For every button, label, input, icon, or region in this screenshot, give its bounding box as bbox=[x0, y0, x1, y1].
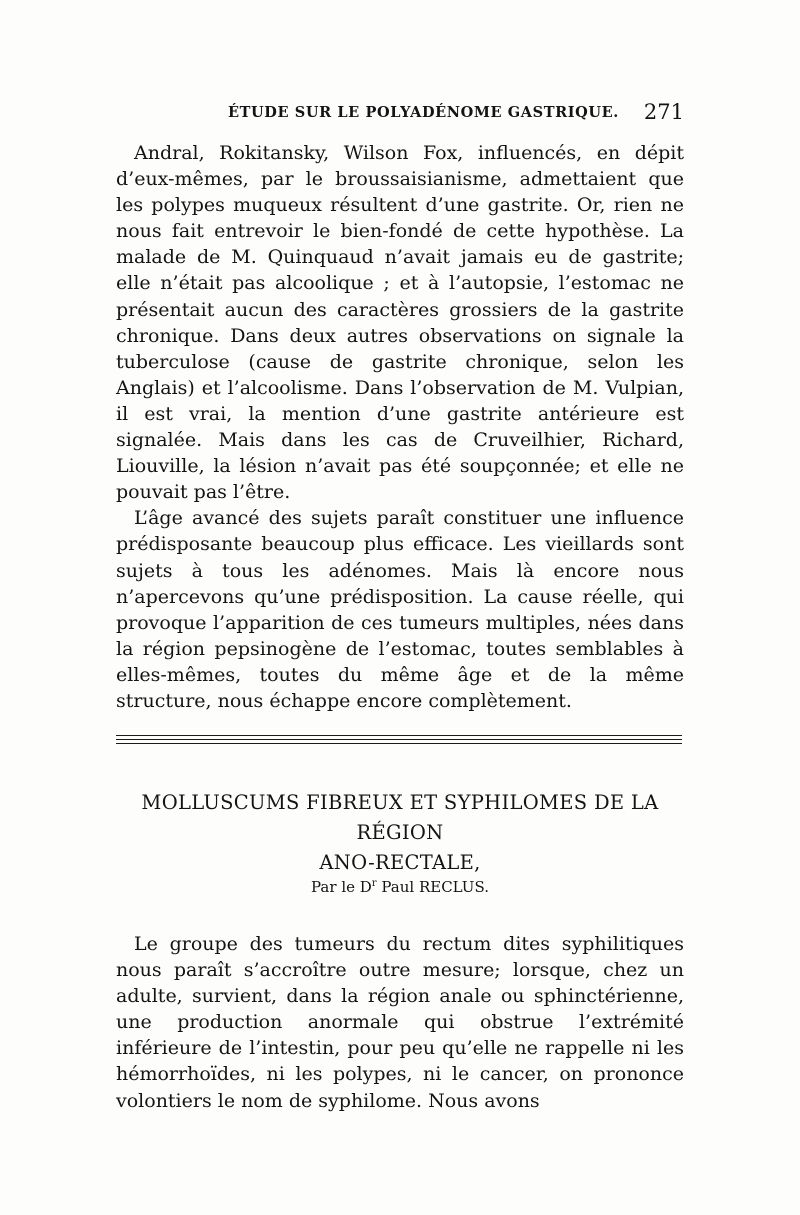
article-continuation bbox=[116, 140, 684, 714]
byline-author: Paul RECLUS. bbox=[381, 878, 489, 896]
article-body bbox=[116, 931, 684, 1114]
byline-superscript: r bbox=[371, 878, 377, 889]
paragraph: Le groupe des tumeurs du rectum dites syphilitiques nous paraît s’accroître outre mesure; lorsque, chez un adulte, survient, dans la région anale ou sphinctérienne, une production anormale qui obstrue l’extrémité inférieure de l’intestin, pour peu qu’elle ne rappelle ni les hémorrhoïdes, ni les polypes, ni le cancer, on prononce volontiers le nom de syphilome. Nous avons bbox=[116, 933, 684, 1112]
article-byline bbox=[116, 873, 684, 898]
paragraph: Andral, Rokitansky, Wilson Fox, influencés, en dépit d’eux-mêmes, par le broussaisianisme, admettaient que les polypes muqueux résultent d’une gastrite. Or, rien ne nous fait entrevoir le bien-fondé de cette hypothèse. La malade de M. Quinquaud n’avait jamais eu de gastrite; elle n’était pas alcoolique ; et à l’autopsie, l’estomac ne présentait aucun des caractères grossiers de la gastrite chronique. Dans deux autres observations on signale la tuberculose (cause de gastrite chronique, selon les Anglais) et l’alcoolisme. Dans l’observation de M. Vulpian, il est vrai, la mention d’une gastrite antérieure est signalée. Mais dans les cas de Cruveilhier, Richard, Liouville, la lésion n’avait pas été soupçonnée; et elle ne pouvait pas l’être. bbox=[116, 142, 684, 504]
running-title: ÉTUDE SUR LE POLYADÉNOME GASTRIQUE. bbox=[228, 104, 619, 121]
divider-rule bbox=[116, 743, 682, 744]
section-divider bbox=[116, 735, 682, 747]
article-title bbox=[116, 788, 684, 878]
article-title-line: MOLLUSCUMS FIBREUX ET SYPHILOMES DE LA RÉGION bbox=[141, 791, 659, 844]
divider-rule bbox=[116, 735, 682, 736]
byline-prefix: Par le D bbox=[311, 878, 372, 896]
paragraph: L’âge avancé des sujets paraît constituer une influence prédisposante beaucoup plus efficace. Les vieillards sont sujets à tous les adénomes. Mais là encore nous n’apercevons qu’une prédisposition. La cause réelle, qui provoque l’apparition de ces tumeurs multiples, nées dans la région pepsinogène de l’estomac, toutes semblables à elles-mêmes, toutes du même âge et de la même structure, nous échappe encore complètement. bbox=[116, 507, 684, 712]
running-header bbox=[118, 100, 684, 126]
article-title-line: ANO-RECTALE, bbox=[319, 851, 481, 874]
page-number: 271 bbox=[643, 100, 684, 124]
divider-rule bbox=[116, 739, 682, 740]
